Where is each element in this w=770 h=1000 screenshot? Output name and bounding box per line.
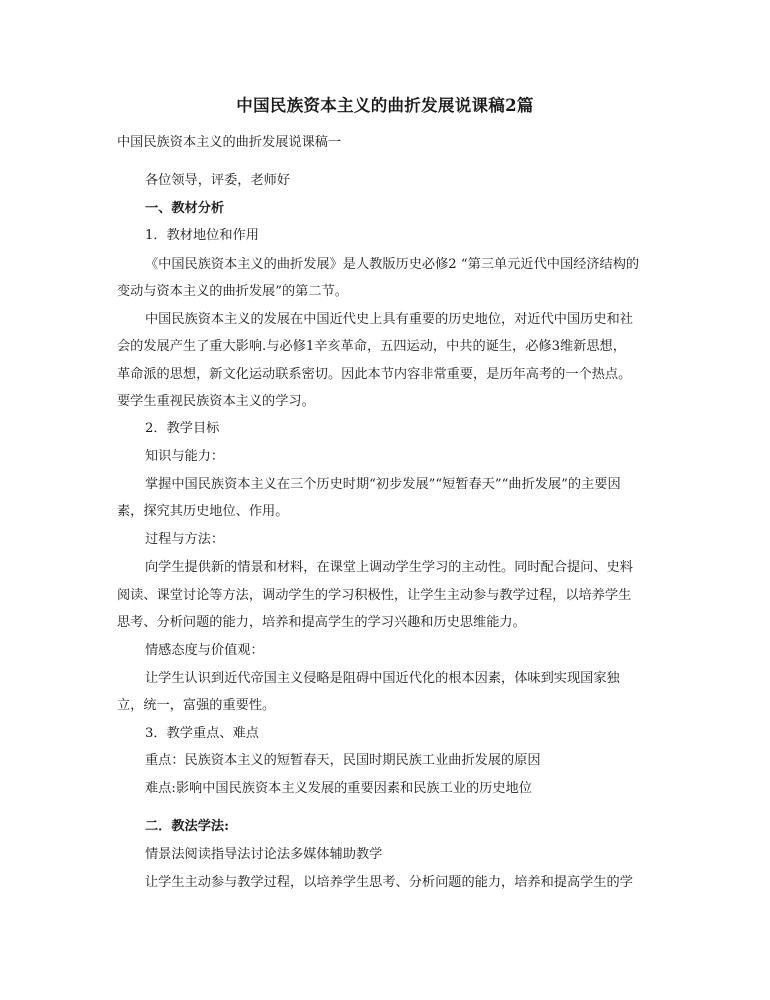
paragraph-line: 思考、分析问题的能力，培养和提高学生的学习兴趣和历史思维能力。 <box>117 615 526 630</box>
paragraph-line: 情景法阅读指导法讨论法多媒体辅助教学 <box>145 847 383 862</box>
paragraph-line: 要学生重视民族资本主义的学习。 <box>117 394 315 409</box>
difficult-point-line: 难点:影响中国民族资本主义发展的重要因素和民族工业的历史地位 <box>145 781 532 796</box>
paragraph-line: 掌握中国民族资本主义在三个历史时期“初步发展”“短暂春天”“曲折发展”的主要因 <box>145 477 621 492</box>
subheading-1-1: 1．教材地位和作用 <box>145 228 259 243</box>
paragraph-line: 阅读、课堂讨论等方法，调动学生的学习积极性，让学生主动参与教学过程，以培养学生 <box>117 588 632 603</box>
key-point-line: 重点：民族资本主义的短暂春天，民国时期民族工业曲折发展的原因 <box>145 753 541 768</box>
document-title: 中国民族资本主义的曲折发展说课稿2篇 <box>236 96 534 115</box>
subheading-1-2: 2．教学目标 <box>145 421 220 436</box>
paragraph-line: 变动与资本主义的曲折发展”的第二节。 <box>117 284 348 299</box>
label-knowledge: 知识与能力： <box>145 449 225 464</box>
document-subtitle: 中国民族资本主义的曲折发展说课稿一 <box>117 135 342 150</box>
paragraph-line: 中国民族资本主义的发展在中国近代史上具有重要的历史地位，对近代中国历史和社 <box>145 312 633 327</box>
subheading-1-3: 3．教学重点、难点 <box>145 726 259 741</box>
label-process: 过程与方法： <box>145 532 225 547</box>
paragraph-line: 让学生认识到近代帝国主义侵略是阻碍中国近代化的根本因素，体味到实现国家独 <box>145 671 620 686</box>
paragraph-line: 素，探究其历史地位、作用。 <box>117 504 289 519</box>
paragraph-line: 立，统一，富强的重要性。 <box>117 698 276 713</box>
paragraph-line: 革命派的思想，新文化运动联系密切。因此本节内容非常重要，是历年高考的一个热点。 <box>117 367 632 382</box>
paragraph-line: 《中国民族资本主义的曲折发展》是人教版历史必修2 “第三单元近代中国经济结构的 <box>145 257 640 272</box>
section-heading-1: 一、教材分析 <box>145 201 225 216</box>
section-heading-2: 二．教法学法: <box>145 819 229 834</box>
paragraph-line: 向学生提供新的情景和材料，在课堂上调动学生学习的主动性。同时配合提问、史料 <box>145 560 633 575</box>
label-attitude: 情感态度与价值观： <box>145 643 264 658</box>
paragraph-line: 让学生主动参与教学过程，以培养学生思考、分析问题的能力，培养和提高学生的学 <box>145 875 633 890</box>
paragraph-line: 会的发展产生了重大影响.与必修1辛亥革命，五四运动，中共的诞生，必修3维新思想， <box>117 339 626 354</box>
greeting-line: 各位领导，评委，老师好 <box>145 173 291 188</box>
